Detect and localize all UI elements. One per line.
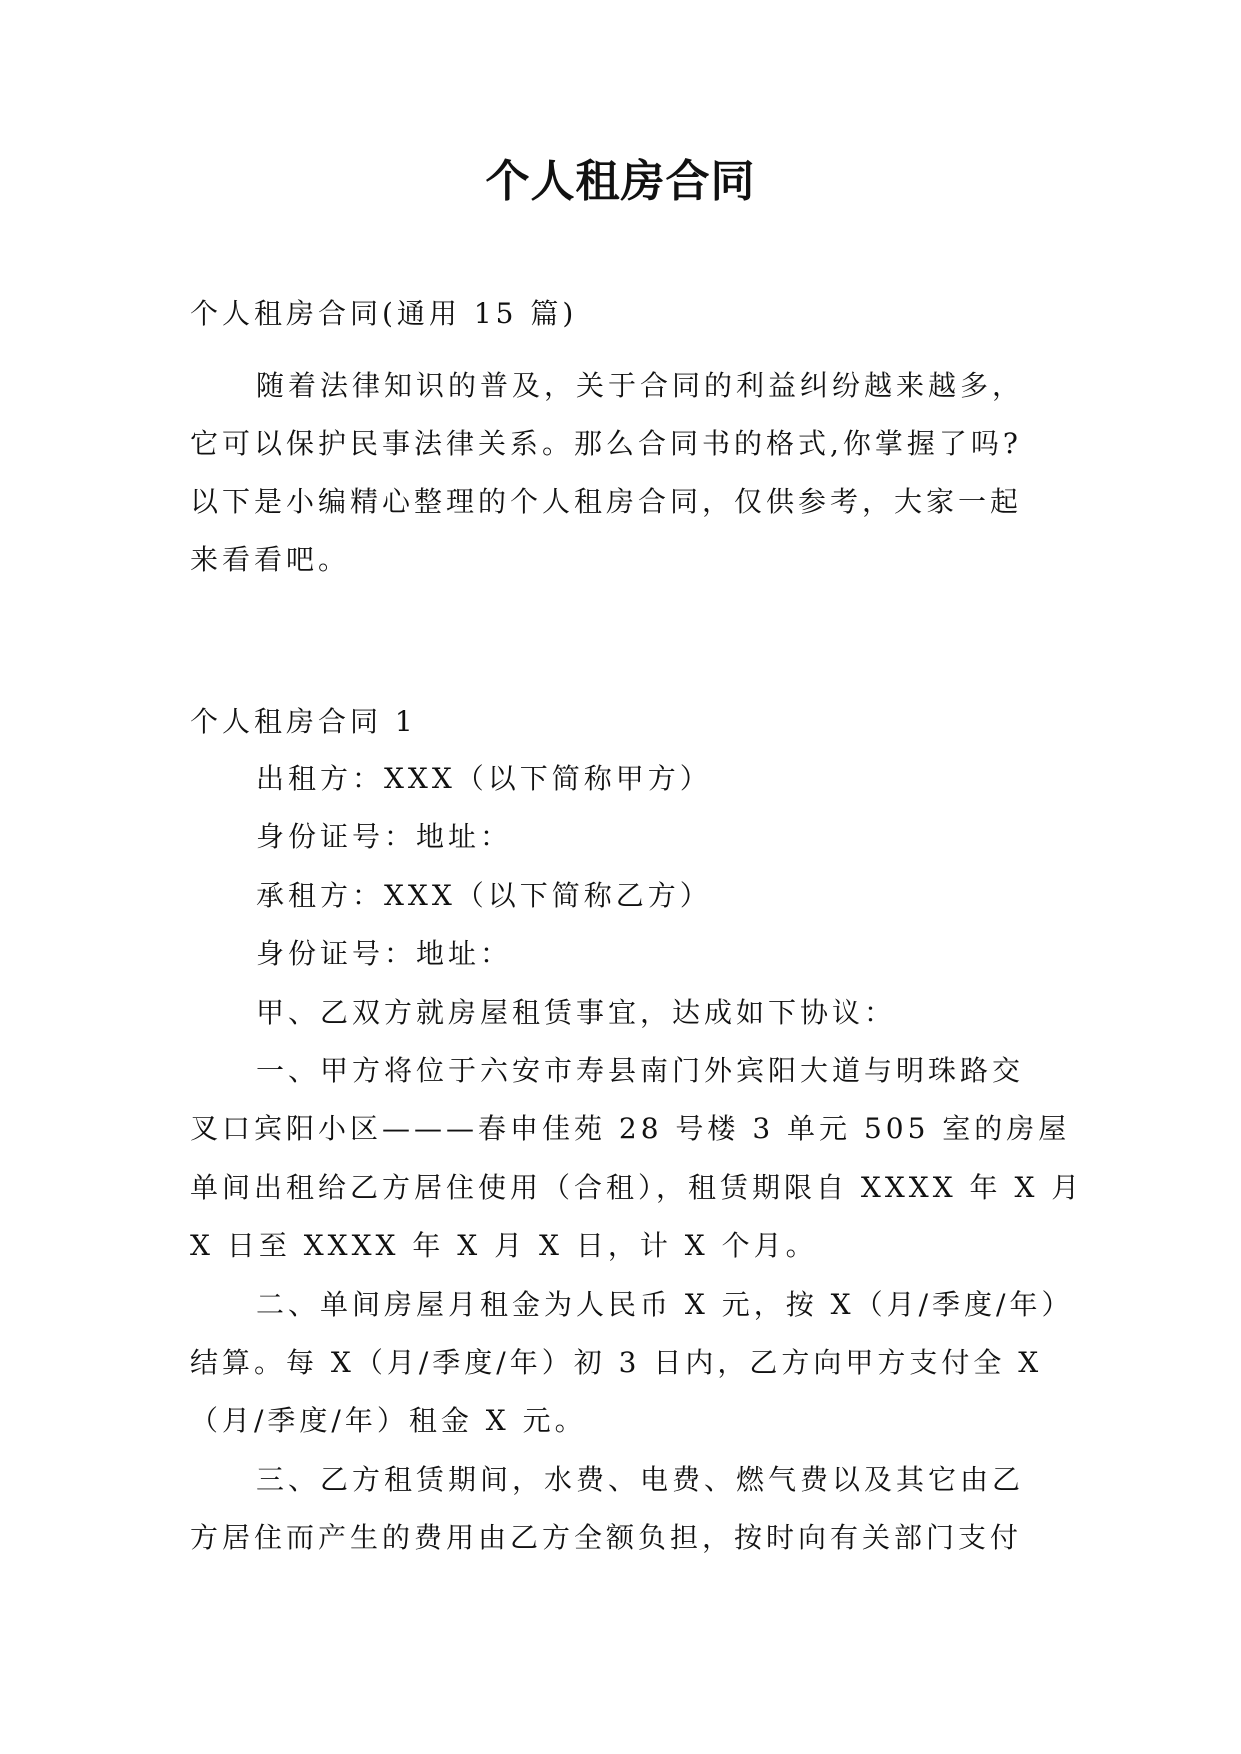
- body-line: 叉口宾阳小区———春申佳苑 28 号楼 3 单元 505 室的房屋: [190, 1112, 1071, 1145]
- body-line: 三、乙方租赁期间，水费、电费、燃气费以及其它由乙: [256, 1463, 1025, 1496]
- body-line: （月/季度/年）租金 X 元。: [190, 1404, 587, 1437]
- body-line: 单间出租给乙方居住使用（合租），租赁期限自 XXXX 年 X 月: [190, 1171, 1084, 1204]
- body-line: 一、甲方将位于六安市寿县南门外宾阳大道与明珠路交: [256, 1054, 1025, 1087]
- body-line: 结算。每 X（月/季度/年）初 3 日内，乙方向甲方支付全 X: [190, 1346, 1043, 1379]
- intro-line: 随着法律知识的普及，关于合同的利益纠纷越来越多，: [256, 369, 1025, 402]
- body-line: 二、单间房屋月租金为人民币 X 元，按 X（月/季度/年）: [256, 1288, 1074, 1321]
- document-title: 个人租房合同: [485, 156, 756, 207]
- body-line: 身份证号：地址：: [256, 820, 513, 853]
- body-line: X 日至 XXXX 年 X 月 X 日，计 X 个月。: [190, 1229, 818, 1262]
- body-line: 出租方：XXX（以下简称甲方）: [256, 762, 712, 795]
- intro-line: 它可以保护民事法律关系。那么合同书的格式,你掌握了吗?: [190, 427, 1022, 460]
- document-subtitle: 个人租房合同(通用 15 篇): [190, 297, 578, 330]
- section-heading: 个人租房合同 1: [190, 705, 417, 738]
- intro-line: 来看看吧。: [190, 543, 351, 576]
- body-line: 承租方：XXX（以下简称乙方）: [256, 879, 712, 912]
- body-line: 方居住而产生的费用由乙方全额负担，按时向有关部门支付: [190, 1521, 1023, 1554]
- body-line: 身份证号：地址：: [256, 937, 513, 970]
- body-line: 甲、乙双方就房屋租赁事宜，达成如下协议：: [256, 996, 897, 1029]
- intro-line: 以下是小编精心整理的个人租房合同，仅供参考，大家一起: [190, 485, 1023, 518]
